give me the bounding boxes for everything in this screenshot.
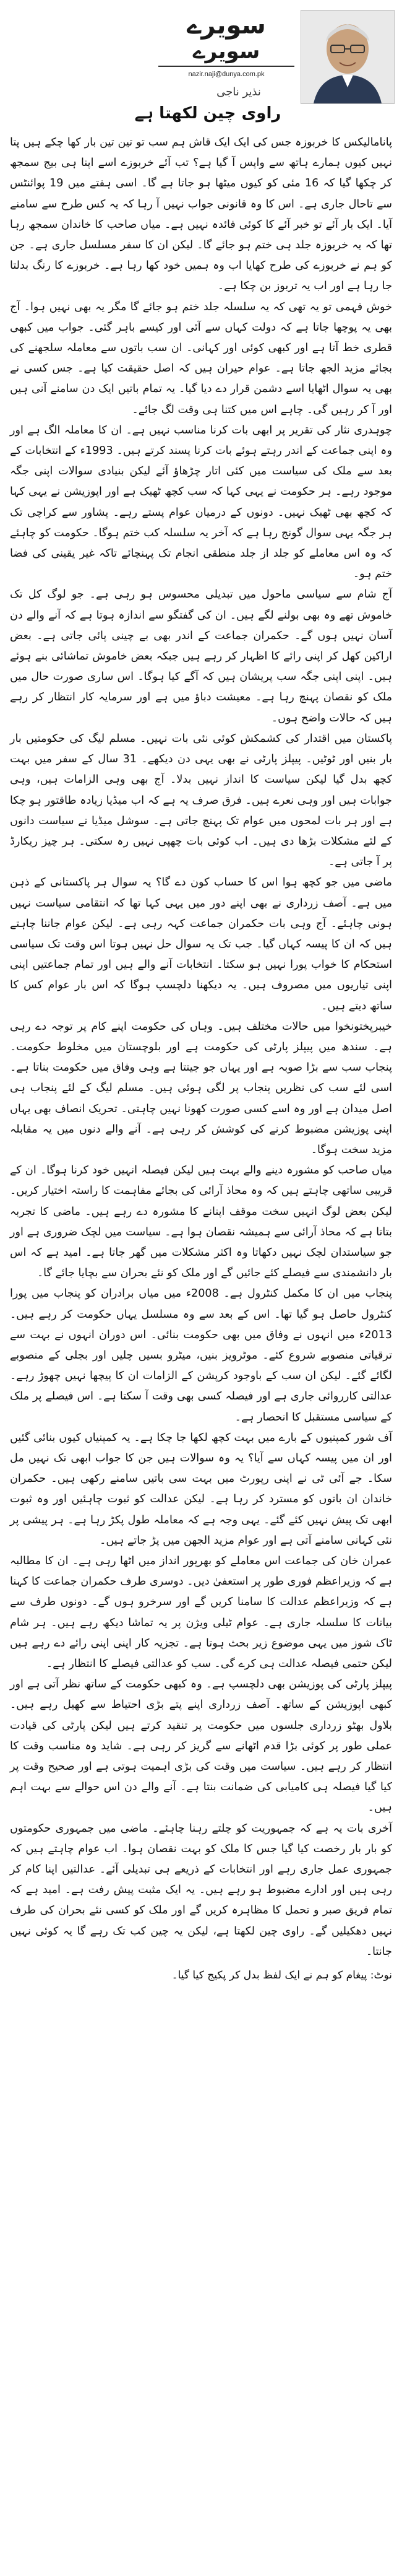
article-paragraph: عمران خان کی جماعت اس معاملے کو بھرپور انداز میں اٹھا رہی ہے۔ ان کا مطالبہ ہے کہ وزیراعظم فوری طور پر استعفیٰ دیں۔ دوسری طرف حکمران جماعت کا کہنا ہے کہ وزیراعظم عدالت کا سامنا کریں گے اور سرخرو ہوں گے۔ دونوں طرف سے بیانات کا سلسلہ جاری ہے۔ عوام ٹیلی ویژن پر یہ تماشا دیکھ رہے ہیں۔ ہر شام ٹاک شوز میں یہی موضوع زیر بحث ہوتا ہے۔ تجزیہ کار اپنی اپنی رائے دے رہے ہیں لیکن حتمی فیصلہ عدالت ہی کرے گی۔ سب کو عدالتی فیصلے کا انتظار ہے۔ xyxy=(10,1555,392,1671)
article-paragraph: آخری بات یہ ہے کہ جمہوریت کو چلتے رہنا چاہئے۔ ماضی میں جمہوری حکومتوں کو بار بار رخصت کیا گیا جس کا ملک کو بہت نقصان ہوا۔ اب عوام چاہتے ہیں کہ جمہوری عمل جاری رہے اور انتخابات کے ذریعے ہی تبدیلی آئے۔ عدالتیں اپنا کام کر رہی ہیں اور ادارے مضبوط ہو رہے ہیں۔ یہ ایک مثبت پیش رفت ہے۔ امید ہے کہ تمام فریق صبر و تحمل کا مظاہرہ کریں گے اور ملک کو کسی نئے بحران کی طرف نہیں دھکیلیں گے۔ راوی چین لکھتا ہے، لیکن یہ چین کب تک رہے گا یہ کوئی نہیں جانتا۔ xyxy=(10,1822,392,1958)
column-logo-line1: سویرے xyxy=(187,11,266,40)
article-footnote: نوٹ: پیغام کو ہم نے ایک لفظ بدل کر پکیج کیا گیا۔ xyxy=(171,1969,392,1982)
article-paragraph: خوش فہمی تو یہ تھی کہ یہ سلسلہ جلد ختم ہو جائے گا مگر یہ بھی نہیں ہوا۔ آج بھی یہ پوچھا جاتا ہے کہ دولت کہاں سے آئی اور کیسے باہر گئی۔ جواب میں کبھی قطری خط آتا ہے اور کبھی کوئی اور کہانی۔ ان سب باتوں سے معاملہ سلجھنے کی بجائے مزید الجھ جاتا ہے۔ عوام حیران ہیں کہ اصل حقیقت کیا ہے۔ جس کسی نے بھی یہ سوال اٹھایا اسے دشمن قرار دے دیا گیا۔ یہ تمام باتیں ایک دن سامنے آنی ہیں اور آ کر رہیں گی۔ چاہے اس میں کتنا ہی وقت لگ جائے۔ xyxy=(10,300,392,416)
author-portrait-icon xyxy=(301,11,394,103)
article-paragraph: چوہدری نثار کی تقریر پر ابھی بات کرنا مناسب نہیں ہے۔ ان کا معاملہ الگ ہے اور وہ اپنی جماعت کے اندر رہتے ہوئے بات کرنا پسند کرتے ہیں۔ 1993ء کے انتخابات کے بعد سے ملک کی سیاست میں کئی اتار چڑھاؤ آئے لیکن بنیادی سوالات اپنی جگہ موجود رہے۔ ہر حکومت نے یہی کہا کہ سب کچھ ٹھیک ہے اور اپوزیشن نے یہی کہا کہ کچھ بھی ٹھیک نہیں۔ دونوں کے درمیان عوام پستے رہے۔ پشاور سے کراچی تک ہر جگہ یہی سوال گونج رہا ہے کہ آخر یہ سلسلہ کب ختم ہوگا۔ حکومت کو چاہئے کہ وہ اس معاملے کو جلد از جلد منطقی انجام تک پہنچائے تاکہ غیر یقینی کی فضا ختم ہو۔ xyxy=(10,424,392,581)
article-paragraph: پیپلز پارٹی کی پوزیشن بھی دلچسپ ہے۔ وہ کبھی حکومت کے ساتھ نظر آتی ہے اور کبھی اپوزیشن کے ساتھ۔ آصف زرداری اپنے پتے بڑی احتیاط سے کھیل رہے ہیں۔ بلاول بھٹو زرداری جلسوں میں حکومت پر تنقید کرتے ہیں لیکن پارٹی کی قیادت عملی طور پر کوئی بڑا قدم اٹھانے سے گریز کر رہی ہے۔ شاید وہ مناسب وقت کا انتظار کر رہے ہیں۔ سیاست میں وقت کی بڑی اہمیت ہوتی ہے اور صحیح وقت پر کیا گیا فیصلہ ہی کامیابی کی ضمانت بنتا ہے۔ آنے والے دن اس حوالے سے بہت اہم ہیں۔ xyxy=(10,1678,392,1814)
column-masthead xyxy=(158,11,294,78)
column-logo-line2: سویرے xyxy=(192,39,260,64)
article-paragraph: پاکستان میں اقتدار کی کشمکش کوئی نئی بات نہیں۔ مسلم لیگ کی حکومتیں بار بار بنیں اور ٹوٹیں۔ پیپلز پارٹی نے بھی یہی دن دیکھے۔ 31 سال کے سفر میں بہت کچھ بدل گیا لیکن سیاست کا انداز نہیں بدلا۔ آج بھی وہی الزامات ہیں، وہی جوابات ہیں اور وہی نعرے ہیں۔ فرق صرف یہ ہے کہ اب میڈیا زیادہ طاقتور ہو چکا ہے اور ہر بات لمحوں میں عوام تک پہنچ جاتی ہے۔ سوشل میڈیا نے سیاست دانوں کے لئے مشکلات بڑھا دی ہیں۔ اب کوئی بات چھپی نہیں رہ سکتی۔ ہر چیز ریکارڈ پر آ جاتی ہے۔ xyxy=(10,732,392,869)
article-paragraph: میاں صاحب کو مشورہ دینے والے بہت ہیں لیکن فیصلہ انہیں خود کرنا ہوگا۔ ان کے قریبی ساتھی چاہتے ہیں کہ وہ محاذ آرائی کی بجائے مفاہمت کا راستہ اختیار کریں۔ لیکن بعض لوگ انہیں سخت موقف اپنانے کا مشورہ دے رہے ہیں۔ ماضی کا تجربہ بتاتا ہے کہ محاذ آرائی سے ہمیشہ نقصان ہوا ہے۔ سیاست میں لچک ضروری ہے اور جو سیاستدان لچک نہیں دکھاتا وہ اکثر مشکلات میں گھر جاتا ہے۔ امید ہے کہ اس بار دانشمندی سے فیصلے کئے جائیں گے اور ملک کو نئے بحران سے بچایا جائے گا۔ xyxy=(10,1164,392,1280)
article-paragraph: آف شور کمپنیوں کے بارے میں بہت کچھ لکھا جا چکا ہے۔ یہ کمپنیاں کیوں بنائی گئیں اور ان میں پیسہ کہاں سے آیا؟ یہ وہ سوالات ہیں جن کا جواب ابھی تک نہیں مل سکا۔ جے آئی ٹی نے اپنی رپورٹ میں بہت سی باتیں سامنے رکھی ہیں۔ حکمران خاندان ان باتوں کو مسترد کر رہا ہے۔ لیکن عدالت کو ثبوت چاہئیں اور وہ ثبوت ابھی تک پیش نہیں کئے گئے۔ یہی وجہ ہے کہ معاملہ طول پکڑ رہا ہے۔ ہر پیشی پر نئی کہانی سامنے آتی ہے اور عوام مزید الجھن میں پڑ جاتے ہیں۔ xyxy=(10,1431,392,1547)
article-paragraph: خیبرپختونخوا میں حالات مختلف ہیں۔ وہاں کی حکومت اپنے کام پر توجہ دے رہی ہے۔ سندھ میں پیپلز پارٹی کی حکومت ہے اور بلوچستان میں مخلوط حکومت۔ پنجاب سب سے بڑا صوبہ ہے اور یہاں جو جیتتا ہے وہی وفاق میں حکومت بناتا ہے۔ اسی لئے سب کی نظریں پنجاب پر لگی ہوئی ہیں۔ مسلم لیگ کے لئے پنجاب ہی اصل میدان ہے اور وہ اسے کسی صورت کھونا نہیں چاہتی۔ تحریک انصاف بھی یہاں اپنی پوزیشن مضبوط کرنے کی کوشش کر رہی ہے۔ آنے والے دنوں میں یہ مقابلہ مزید سخت ہوگا۔ xyxy=(10,1020,392,1156)
article-paragraph: آج شام سے سیاسی ماحول میں تبدیلی محسوس ہو رہی ہے۔ جو لوگ کل تک خاموش تھے وہ بھی بولنے لگے ہیں۔ ان کی گفتگو سے اندازہ ہوتا ہے کہ آنے والے دن آسان نہیں ہوں گے۔ حکمران جماعت کے اندر بھی بے چینی پائی جاتی ہے۔ بعض اراکین کھل کر اپنی رائے کا اظہار کر رہے ہیں جبکہ بعض خاموش تماشائی بنے ہوئے ہیں۔ اپنی اپنی جگہ سب پریشان ہیں کہ آگے کیا ہوگا۔ اس ساری صورت حال میں ملک کو نقصان پہنچ رہا ہے۔ معیشت دباؤ میں ہے اور سرمایہ کار انتظار کر رہے ہیں کہ حالات واضح ہوں۔ xyxy=(10,588,392,724)
column-header xyxy=(10,6,392,124)
article-body xyxy=(10,133,392,1962)
article-paragraph: ماضی میں جو کچھ ہوا اس کا حساب کون دے گا؟ یہ سوال ہر پاکستانی کے ذہن میں ہے۔ آصف زرداری نے بھی اپنے دور میں یہی کہا تھا کہ انتقامی سیاست نہیں ہونی چاہئے۔ آج وہی بات حکمران جماعت کہہ رہی ہے۔ لیکن عوام جاننا چاہتے ہیں کہ ان کا پیسہ کہاں گیا۔ جب تک یہ سوال حل نہیں ہوتا اس وقت تک سیاسی استحکام کا خواب پورا نہیں ہو سکتا۔ انتخابات آنے والے ہیں اور تمام جماعتیں اپنی اپنی تیاریوں میں مصروف ہیں۔ یہ دیکھنا دلچسپ ہوگا کہ اس بار عوام کس کا ساتھ دیتے ہیں۔ xyxy=(10,876,392,1012)
column-logo xyxy=(158,11,294,67)
author-email[interactable]: nazir.naji@dunya.com.pk xyxy=(188,71,265,78)
article-paragraph: پانامالیکس کا خربوزہ جس کی ایک ایک قاش ہم سب تو تین تین بار کھا چکے ہیں پتا نہیں کیوں ہمارے ہاتھ سے واپس آ گیا ہے؟ تب آئے خربوزے اسے اپنا ہی بیج سمجھ کر چکھا گیا کہ 16 مئی کو کیوں میٹھا ہو جاتا ہے گا۔ اسی ہفتے میں 19 پوائنٹس سے تاحال جاری ہے۔ اس کا وہ قانونی جواب نہیں آ رہا کہ یہ کس طرح سے سامنے آیا۔ ایک بار آئے تو خبر آئے کا کوئی فائدہ نہیں ہے۔ میاں صاحب کا خاندان سمجھ رہا تھا کہ یہ خربوزہ جلد ہی ختم ہو جائے گا۔ لیکن ان کا سفر مسلسل جاری ہے۔ جن کو ہم نے خربوزے کی طرح کھایا اب وہ ہمیں خود کھا رہا ہے۔ خربوزے کا رنگ بدلتا جا رہا ہے اور اب یہ تربوز بن چکا ہے۔ xyxy=(10,136,392,293)
article-headline: راوی چین لکھتا ہے xyxy=(134,104,281,123)
author-photo xyxy=(301,10,395,104)
author-name: نذیر ناجی xyxy=(216,85,261,98)
article-paragraph: پنجاب میں ان کا مکمل کنٹرول ہے۔ 2008ء میں میاں برادران کو پنجاب میں پورا کنٹرول حاصل ہو گیا تھا۔ اس کے بعد سے وہ مسلسل یہاں حکومت کر رہے ہیں۔ 2013ء میں انہوں نے وفاق میں بھی حکومت بنائی۔ اس دوران انہوں نے بہت سے ترقیاتی منصوبے شروع کئے۔ موٹرویز بنیں، میٹرو بسیں چلیں اور بجلی کے منصوبے لگائے گئے۔ لیکن ان سب کے باوجود کرپشن کے الزامات ان کا پیچھا نہیں چھوڑ رہے۔ عدالتی کارروائی جاری ہے اور فیصلہ کسی بھی وقت آ سکتا ہے۔ اس فیصلے پر ملک کے سیاسی مستقبل کا انحصار ہے۔ xyxy=(10,1287,392,1424)
